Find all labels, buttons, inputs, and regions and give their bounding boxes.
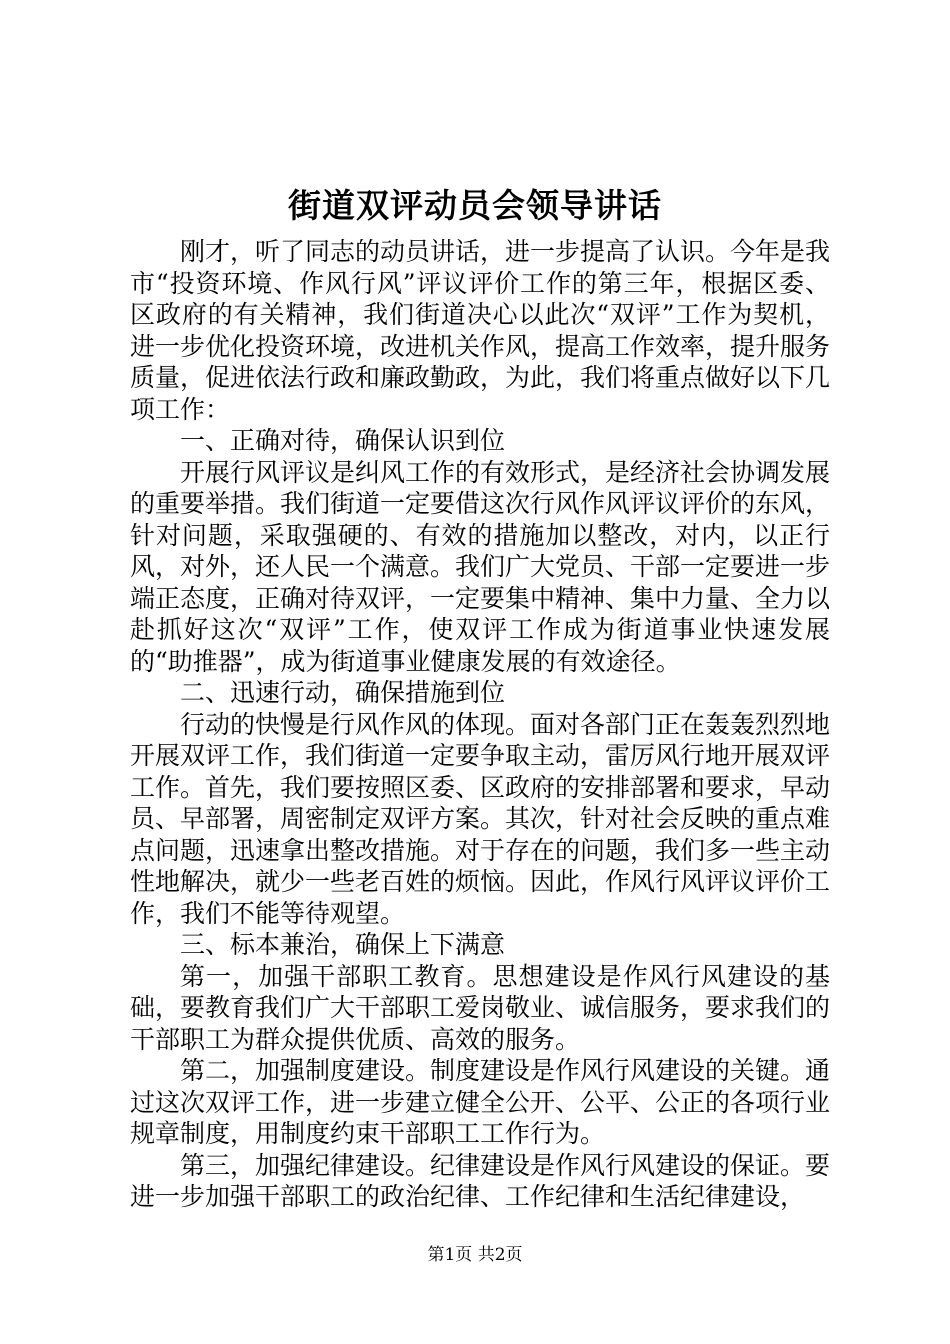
document-title: 街道双评动员会领导讲话 [288,186,662,225]
paragraph-section-1: 开展行风评议是纠风工作的有效形式，是经济社会协调发展的重要举措。我们街道一定要借这次行风作风评议评价的东风，针对问题，采取强硬的、有效的措施加以整改，对内，以正行风，对外，还人民一个满意。我们广大党员、干部一定要进一步端正态度，正确对待双评，一定要集中精神、集中力量、全力以赴抓好这次“双评”工作，使双评工作成为街道事业快速发展的“助推器”，成为街道事业健康发展的有效途径。 [130,457,831,676]
paragraph-section-2: 行动的快慢是行风作风的体现。面对各部门正在轰轰烈烈地开展双评工作，我们街道一定要争取主动，雷厉风行地开展双评工作。首先，我们要按照区委、区政府的安排部署和要求，早动员、早部署，周密制定双评方案。其次，针对社会反映的重点难点问题，迅速拿出整改措施。对于存在的问题，我们多一些主动性地解决，就少一些老百姓的烦恼。因此，作风行风评议评价工作，我们不能等待观望。 [130,709,831,928]
paragraph-intro: 刚才，听了同志的动员讲话，进一步提高了认识。今年是我市“投资环境、作风行风”评议评价工作的第三年，根据区委、区政府的有关精神，我们街道决心以此次“双评”工作为契机，进一步优化投资环境，改进机关作风，提高工作效率，提升服务质量，促进依法行政和廉政勤政，为此，我们将重点做好以下几项工作： [130,237,831,424]
section-heading-1: 一、正确对待，确保认识到位 [180,426,506,455]
paragraph-item-1: 第一，加强干部职工教育。思想建设是作风行风建设的基础，要教育我们广大干部职工爱岗敬业、诚信服务，要求我们的干部职工为群众提供优质、高效的服务。 [130,961,831,1054]
paragraph-item-2: 第二，加强制度建设。制度建设是作风行风建设的关键。通过这次双评工作，进一步建立健全公开、公平、公正的各项行业规章制度，用制度约束干部职工工作行为。 [130,1056,831,1148]
document-body [130,236,830,1213]
paragraph-item-3: 第三，加强纪律建设。纪律建设是作风行风建设的保证。要进一步加强干部职工的政治纪律、工作纪律和生活纪律建设， [130,1150,831,1211]
page-number-footer: 第1页 共2页 [427,1245,523,1265]
section-heading-2: 二、迅速行动，确保措施到位 [180,678,506,707]
section-heading-3: 三、标本兼治，确保上下满意 [180,930,506,959]
